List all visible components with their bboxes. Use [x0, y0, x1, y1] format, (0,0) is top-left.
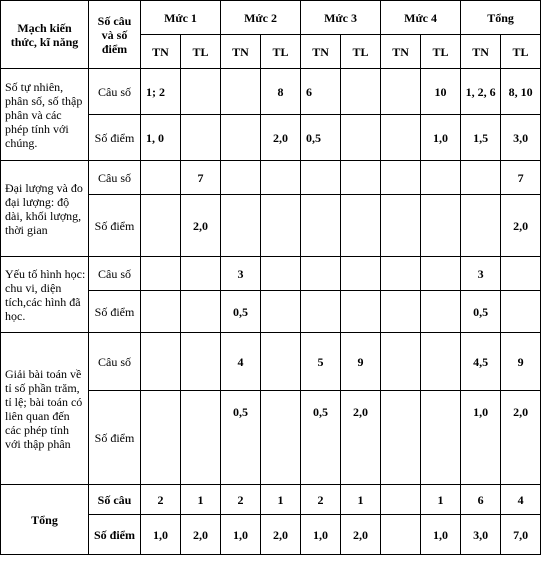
value-cell: 8, 10	[501, 69, 541, 115]
value-cell: 1,0	[141, 515, 181, 555]
value-cell	[381, 115, 421, 161]
value-cell: 3,0	[501, 115, 541, 161]
value-cell: 1	[421, 485, 461, 515]
value-cell: 1	[341, 485, 381, 515]
value-cell	[421, 161, 461, 195]
value-cell: 4	[501, 485, 541, 515]
header-tn: TN	[221, 35, 261, 69]
header-tl: TL	[261, 35, 301, 69]
value-cell: 6	[301, 69, 341, 115]
topic-name: Số tự nhiên, phân số, số thập phân và các phép tính với chúng.	[1, 69, 89, 161]
value-cell	[261, 333, 301, 391]
value-cell: 1,0	[221, 515, 261, 555]
value-cell: 9	[341, 333, 381, 391]
value-cell: 8	[261, 69, 301, 115]
value-cell	[341, 161, 381, 195]
value-cell: 4,5	[461, 333, 501, 391]
value-cell: 0,5	[301, 391, 341, 485]
value-cell: 5	[301, 333, 341, 391]
row-label-points: Số điểm	[89, 291, 141, 333]
value-cell: 0,5	[301, 115, 341, 161]
value-cell	[181, 115, 221, 161]
value-cell	[461, 195, 501, 257]
table-row	[1, 161, 541, 195]
value-cell: 0,5	[221, 391, 261, 485]
value-cell	[261, 257, 301, 291]
value-cell: 1,0	[421, 515, 461, 555]
value-cell: 1	[261, 485, 301, 515]
value-cell	[141, 333, 181, 391]
row-label-question: Câu số	[89, 333, 141, 391]
value-cell: 1,5	[461, 115, 501, 161]
value-cell	[181, 257, 221, 291]
header-total: Tổng	[461, 1, 541, 35]
value-cell	[261, 391, 301, 485]
value-cell: 1,0	[421, 115, 461, 161]
value-cell	[381, 485, 421, 515]
value-cell	[261, 291, 301, 333]
value-cell: 2,0	[501, 195, 541, 257]
value-cell	[181, 291, 221, 333]
value-cell	[221, 69, 261, 115]
total-label: Tổng	[1, 485, 89, 555]
header-level-4: Mức 4	[381, 1, 461, 35]
value-cell: 2	[221, 485, 261, 515]
value-cell: 4	[221, 333, 261, 391]
header-question-points: Số câu và số điểm	[89, 1, 141, 69]
value-cell	[341, 195, 381, 257]
value-cell	[341, 257, 381, 291]
value-cell: 1	[181, 485, 221, 515]
value-cell: 7	[181, 161, 221, 195]
row-label-points: Số điểm	[89, 515, 141, 555]
value-cell	[381, 161, 421, 195]
value-cell	[141, 391, 181, 485]
header-tn: TN	[141, 35, 181, 69]
header-level-2: Mức 2	[221, 1, 301, 35]
header-row-levels	[1, 1, 541, 35]
value-cell	[221, 161, 261, 195]
value-cell: 1,0	[301, 515, 341, 555]
value-cell: 3	[461, 257, 501, 291]
value-cell: 2,0	[341, 515, 381, 555]
value-cell: 10	[421, 69, 461, 115]
value-cell	[221, 115, 261, 161]
value-cell	[421, 291, 461, 333]
value-cell	[141, 291, 181, 333]
row-label-question: Câu số	[89, 161, 141, 195]
header-tn: TN	[301, 35, 341, 69]
value-cell	[381, 257, 421, 291]
value-cell	[181, 69, 221, 115]
value-cell	[501, 291, 541, 333]
value-cell: 2,0	[181, 195, 221, 257]
value-cell	[261, 195, 301, 257]
value-cell	[381, 515, 421, 555]
header-tn: TN	[381, 35, 421, 69]
row-label-question: Câu số	[89, 257, 141, 291]
table-row	[1, 257, 541, 291]
table-row	[1, 333, 541, 391]
value-cell	[381, 333, 421, 391]
value-cell	[421, 257, 461, 291]
value-cell	[461, 161, 501, 195]
value-cell: 2,0	[181, 515, 221, 555]
value-cell: 2,0	[261, 115, 301, 161]
value-cell: 2,0	[501, 391, 541, 485]
value-cell	[181, 391, 221, 485]
value-cell	[341, 291, 381, 333]
value-cell: 1, 0	[141, 115, 181, 161]
value-cell: 3	[221, 257, 261, 291]
value-cell	[421, 195, 461, 257]
topic-name: Yếu tố hình học: chu vi, diện tích,các hình đã học.	[1, 257, 89, 333]
value-cell: 6	[461, 485, 501, 515]
value-cell	[141, 161, 181, 195]
value-cell	[421, 391, 461, 485]
value-cell: 2	[141, 485, 181, 515]
row-label-points: Số điểm	[89, 115, 141, 161]
value-cell	[381, 291, 421, 333]
value-cell: 1,0	[461, 391, 501, 485]
row-label-points: Số điểm	[89, 391, 141, 485]
header-topic: Mạch kiến thức, kĩ năng	[1, 1, 89, 69]
value-cell: 2,0	[261, 515, 301, 555]
topic-name: Đại lượng và đo đại lượng: độ dài, khối lượng, thời gian	[1, 161, 89, 257]
value-cell: 3,0	[461, 515, 501, 555]
value-cell	[381, 69, 421, 115]
header-tl: TL	[181, 35, 221, 69]
value-cell	[381, 391, 421, 485]
value-cell	[301, 257, 341, 291]
value-cell	[141, 257, 181, 291]
value-cell	[221, 195, 261, 257]
row-label-points: Số điểm	[89, 195, 141, 257]
value-cell	[261, 161, 301, 195]
value-cell: 0,5	[461, 291, 501, 333]
row-label-question: Câu số	[89, 69, 141, 115]
header-tl: TL	[421, 35, 461, 69]
row-label-count: Số câu	[89, 485, 141, 515]
value-cell	[501, 257, 541, 291]
header-tn: TN	[461, 35, 501, 69]
header-tl: TL	[501, 35, 541, 69]
value-cell: 7	[501, 161, 541, 195]
value-cell: 9	[501, 333, 541, 391]
value-cell	[301, 291, 341, 333]
value-cell: 1; 2	[141, 69, 181, 115]
value-cell	[141, 195, 181, 257]
header-level-3: Mức 3	[301, 1, 381, 35]
value-cell	[181, 333, 221, 391]
value-cell	[301, 195, 341, 257]
value-cell	[341, 69, 381, 115]
total-row	[1, 485, 541, 515]
value-cell: 2	[301, 485, 341, 515]
value-cell: 7,0	[501, 515, 541, 555]
value-cell: 1, 2, 6	[461, 69, 501, 115]
value-cell: 0,5	[221, 291, 261, 333]
value-cell	[421, 333, 461, 391]
value-cell	[341, 115, 381, 161]
value-cell: 2,0	[341, 391, 381, 485]
value-cell	[301, 161, 341, 195]
topic-name: Giải bài toán về tỉ số phần trăm, tỉ lệ; bài toán có liên quan đến các phép tính với thập phân	[1, 333, 89, 485]
table-row	[1, 69, 541, 115]
header-tl: TL	[341, 35, 381, 69]
value-cell	[381, 195, 421, 257]
header-level-1: Mức 1	[141, 1, 221, 35]
